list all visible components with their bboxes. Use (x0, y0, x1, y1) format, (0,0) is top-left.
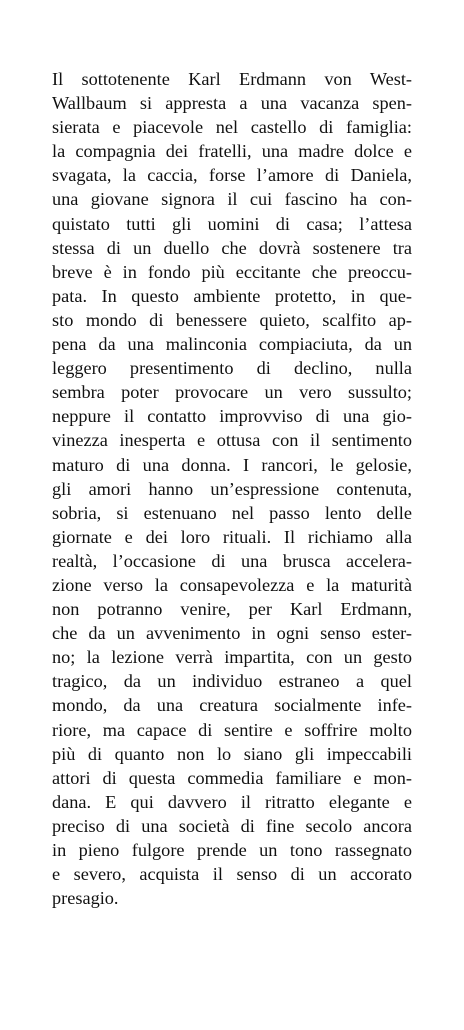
text-line: più di quanto non lo siano gli impeccabili (52, 743, 412, 764)
text-line: gli amori hanno un’espressione contenuta, (52, 478, 412, 499)
text-line: che da un avvenimento in ogni senso ester- (52, 623, 412, 644)
text-line: in pieno fulgore prende un tono rassegnato (52, 840, 412, 860)
text-line: sembra poter provocare un vero sussulto; (52, 382, 412, 403)
text-line: sierata e piacevole nel castello di famiglia: (52, 117, 412, 138)
text-line: e severo, acquista il senso di un accorato (52, 864, 412, 885)
text-line: una giovane signora il cui fascino ha con- (52, 189, 412, 210)
text-line: svagata, la caccia, forse l’amore di Daniela, (52, 165, 412, 186)
synopsis-paragraph (52, 67, 412, 910)
text-line: sobria, si estenuano nel passo lento delle (52, 502, 412, 523)
text-line: Wallbaum si appresta a una vacanza spen- (52, 93, 412, 114)
text-line: preciso di una società di fine secolo ancora (52, 815, 412, 836)
text-line: riore, ma capace di sentire e soffrire molto (52, 719, 412, 740)
text-line: attori di questa commedia familiare e mon- (52, 767, 412, 788)
text-line: Il sottotenente Karl Erdmann von West- (52, 69, 412, 89)
text-line: pena da una malinconia compiaciuta, da un (52, 334, 412, 355)
text-line: quistato tutti gli uomini di casa; l’attesa (52, 213, 412, 234)
text-line: mondo, da una creatura socialmente infe- (52, 695, 412, 716)
text-line: giornate e dei loro rituali. Il richiamo alla (52, 526, 412, 547)
text-line: zione verso la consapevolezza e la maturità (52, 574, 412, 595)
text-line: tragico, da un individuo estraneo a quel (52, 671, 412, 692)
text-line: maturo di una donna. I rancori, le gelosie, (52, 454, 412, 475)
text-line: non potranno venire, per Karl Erdmann, (52, 599, 412, 620)
text-line: breve è in fondo più eccitante che preoccu- (52, 261, 412, 282)
text-line: la compagnia dei fratelli, una madre dolce e (52, 141, 412, 162)
text-line: realtà, l’occasione di una brusca accelera- (52, 550, 412, 571)
text-line: leggero presentimento di declino, nulla (52, 358, 412, 379)
text-line: no; la lezione verrà impartita, con un gesto (52, 647, 412, 668)
text-line: neppure il contatto improvviso di una gio- (52, 406, 412, 427)
text-line: vinezza inesperta e ottusa con il sentimento (52, 430, 412, 451)
text-line: stessa di un duello che dovrà sostenere tra (52, 237, 412, 258)
text-line: presagio. (52, 888, 119, 909)
text-line: dana. E qui davvero il ritratto elegante e (52, 791, 412, 812)
text-line: pata. In questo ambiente protetto, in que- (52, 285, 412, 306)
text-line: sto mondo di benessere quieto, scalfito ap- (52, 309, 412, 330)
